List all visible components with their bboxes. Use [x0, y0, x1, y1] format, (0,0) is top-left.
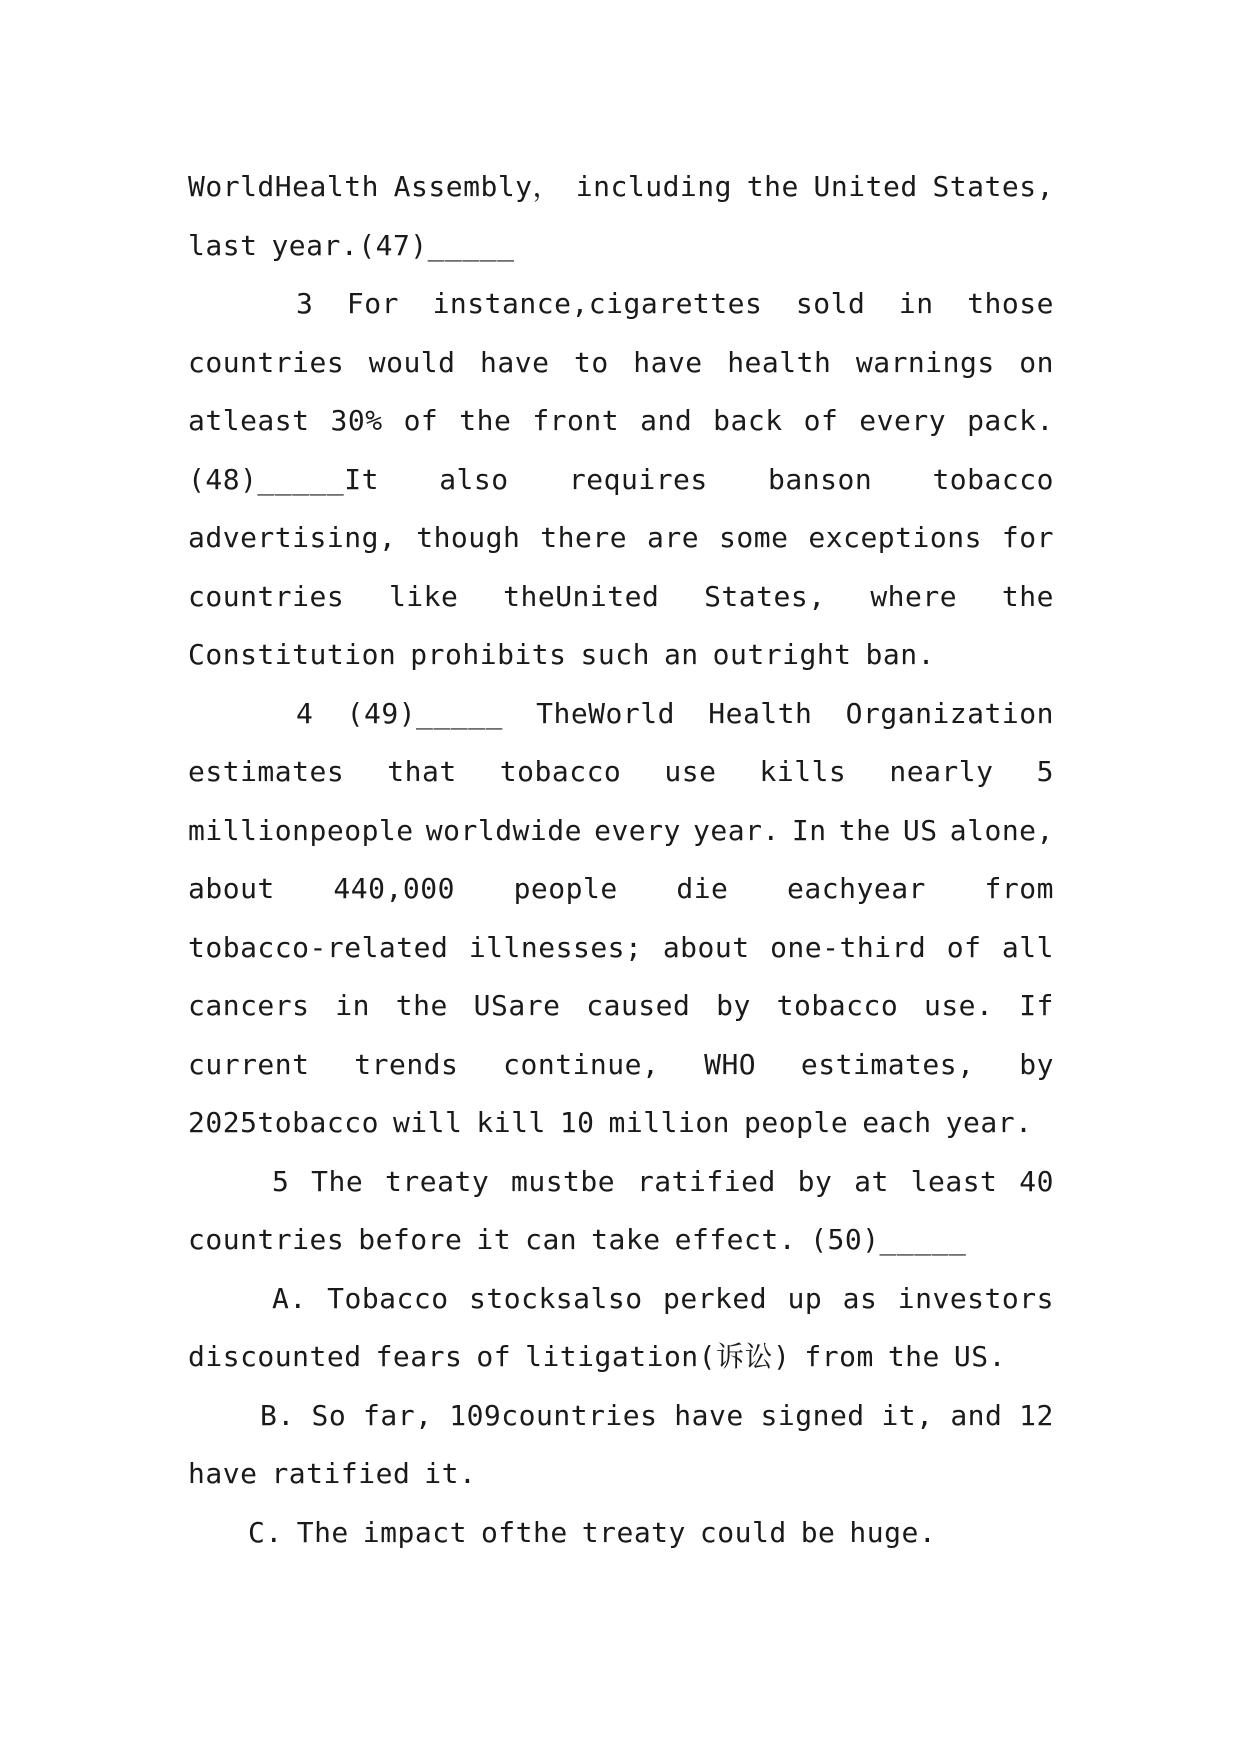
word: tobacco — [776, 989, 899, 1022]
word: some — [719, 521, 789, 554]
word: health — [727, 345, 832, 379]
word: it — [476, 1223, 512, 1256]
word: have — [674, 1398, 744, 1432]
word: theUnited — [503, 579, 660, 613]
word: that — [387, 755, 457, 788]
word: an — [663, 638, 699, 671]
word: United — [813, 170, 918, 203]
word: mustbe — [510, 1164, 616, 1198]
word: kill — [476, 1106, 546, 1139]
word: Assembly， — [393, 170, 562, 203]
word: before — [358, 1223, 463, 1256]
word: the — [746, 170, 799, 203]
word: every — [594, 813, 681, 847]
word: requires — [568, 462, 708, 496]
word: 30% — [330, 404, 383, 437]
word: The — [311, 1164, 364, 1198]
word: countries — [188, 579, 345, 613]
text-line — [188, 1211, 1054, 1270]
word: one-third — [770, 930, 927, 964]
word: including — [575, 170, 732, 203]
text-line — [188, 743, 1054, 802]
word: US. — [953, 1340, 1006, 1373]
word: die — [676, 872, 729, 905]
word: far, — [363, 1398, 433, 1432]
text-line — [188, 392, 1054, 451]
word: year.(47)_____ — [271, 228, 515, 262]
word: and — [640, 404, 693, 437]
word: 440,000 — [333, 872, 455, 905]
word: treaty — [581, 1515, 686, 1549]
word: to — [574, 345, 609, 379]
word: back — [713, 404, 783, 437]
document-body — [188, 158, 1054, 1562]
word: use — [664, 755, 717, 788]
word: countries — [188, 345, 345, 379]
word: are — [647, 521, 700, 554]
text-line — [188, 1328, 1054, 1387]
word: the — [459, 404, 512, 437]
word: 109countries — [449, 1398, 658, 1432]
word: sold — [795, 287, 866, 320]
word: prohibits — [410, 638, 567, 671]
word: would — [368, 345, 456, 379]
word: people — [513, 872, 618, 905]
word: about — [662, 930, 750, 964]
word: ratified — [636, 1164, 776, 1198]
word: where — [870, 579, 958, 613]
word: C. — [248, 1515, 283, 1549]
word: warnings — [855, 345, 995, 379]
text-line — [188, 1153, 1054, 1212]
text-line — [188, 1270, 1054, 1329]
word: countries — [188, 1223, 345, 1256]
word: 2025tobacco — [188, 1106, 379, 1139]
word: discounted — [188, 1340, 362, 1373]
word: B. — [260, 1398, 295, 1432]
word: atleast — [188, 404, 310, 437]
word: have — [480, 345, 550, 379]
word: Tobacco — [327, 1281, 449, 1315]
word: at — [854, 1164, 889, 1198]
word: (48)_____It — [188, 462, 379, 496]
word: In — [791, 813, 827, 847]
word: (50)_____ — [810, 1223, 967, 1256]
word: For — [346, 287, 399, 320]
word: of — [403, 404, 439, 437]
word: (49)_____ — [346, 696, 503, 730]
word: for — [1001, 521, 1054, 554]
word: Organization — [845, 696, 1054, 730]
word: ban. — [865, 638, 935, 671]
word: tobacco — [932, 462, 1054, 496]
word: estimates, — [800, 1047, 975, 1081]
word: eachyear — [787, 872, 926, 905]
text-line — [188, 1036, 1054, 1095]
text-line — [188, 334, 1054, 393]
text-line — [188, 217, 1054, 276]
word: 5 — [272, 1164, 290, 1198]
text-line — [188, 275, 1054, 334]
word: States, — [704, 579, 826, 613]
word: caused — [586, 989, 691, 1022]
word: continue, — [503, 1047, 660, 1081]
word: on — [1019, 345, 1054, 379]
word: impact — [362, 1515, 467, 1549]
word: US — [902, 813, 938, 847]
word: fears — [375, 1340, 463, 1373]
word: pack. — [967, 404, 1054, 437]
word: all — [1001, 930, 1054, 964]
word: 4 — [296, 696, 314, 730]
word: of — [803, 404, 839, 437]
word: States, — [932, 170, 1054, 203]
word: though — [416, 521, 521, 554]
word: Constitution — [188, 638, 397, 671]
word: of — [476, 1340, 512, 1373]
word: year. — [945, 1106, 1033, 1139]
word: worldwide — [425, 813, 582, 847]
word: effect. — [674, 1223, 797, 1256]
word: in — [335, 989, 371, 1022]
word: stocksalso — [469, 1281, 643, 1315]
text-line — [188, 919, 1054, 978]
word: trends — [354, 1047, 459, 1081]
word: use. — [923, 989, 994, 1022]
word: as — [842, 1281, 878, 1315]
word: it. — [424, 1457, 477, 1490]
word: have — [188, 1457, 258, 1490]
word: from — [804, 1340, 874, 1373]
word: A. — [272, 1281, 307, 1315]
word: estimates — [188, 755, 345, 788]
word: can — [525, 1223, 578, 1256]
word: 3 — [296, 287, 314, 320]
word: TheWorld — [536, 696, 675, 730]
word: outright — [712, 638, 852, 671]
text-line — [188, 509, 1054, 568]
word: by — [1019, 1047, 1054, 1081]
word: instance,cigarettes — [432, 287, 763, 320]
word: banson — [768, 462, 873, 496]
word: each — [862, 1106, 932, 1139]
word: huge. — [849, 1515, 937, 1549]
word: cancers — [188, 989, 310, 1022]
word: last — [188, 228, 258, 262]
word: USare — [473, 989, 561, 1022]
word: the — [395, 989, 448, 1022]
word: about — [188, 872, 275, 905]
word: 10 — [559, 1106, 595, 1139]
text-line — [188, 685, 1054, 744]
word: signed — [760, 1398, 865, 1432]
text-line — [188, 1094, 1054, 1153]
word: 5 — [1036, 755, 1054, 788]
word: front — [532, 404, 620, 437]
word: there — [540, 521, 628, 554]
word: treaty — [385, 1164, 490, 1198]
word: take — [591, 1223, 661, 1256]
word: 12 — [1019, 1398, 1054, 1432]
word: like — [388, 579, 459, 613]
word: least — [910, 1164, 998, 1198]
word: kills — [759, 755, 847, 788]
word: millionpeople — [188, 813, 414, 847]
word: ofthe — [480, 1515, 568, 1549]
word: ratified — [271, 1457, 411, 1490]
text-line — [188, 568, 1054, 627]
word: million — [608, 1106, 731, 1139]
text-line — [188, 158, 1054, 217]
word: The — [296, 1515, 349, 1549]
text-line — [188, 451, 1054, 510]
word: have — [633, 345, 703, 379]
word: be — [800, 1515, 836, 1549]
word: Health — [708, 696, 813, 730]
word: the — [887, 1340, 940, 1373]
word: exceptions — [808, 521, 982, 554]
word: people — [744, 1106, 849, 1139]
word: alone, — [949, 813, 1054, 847]
word: WorldHealth — [188, 170, 379, 203]
word: the — [1001, 579, 1054, 613]
word: So — [311, 1398, 347, 1432]
word: by — [797, 1164, 833, 1198]
text-line — [188, 1445, 1054, 1504]
text-line — [188, 626, 1054, 685]
word: litigation(诉讼) — [525, 1340, 791, 1373]
text-line — [188, 977, 1054, 1036]
word: current — [188, 1047, 310, 1081]
word: also — [439, 462, 509, 496]
word: perked — [662, 1281, 768, 1315]
word: tobacco-related — [188, 930, 449, 964]
word: advertising, — [188, 521, 397, 554]
word: If — [1019, 989, 1054, 1022]
word: up — [787, 1281, 823, 1315]
word: WHO — [704, 1047, 757, 1081]
word: investors — [897, 1281, 1054, 1315]
word: from — [984, 872, 1054, 905]
word: could — [699, 1515, 787, 1549]
text-line — [188, 802, 1054, 861]
word: illnesses; — [468, 930, 643, 964]
word: every — [859, 404, 947, 437]
word: the — [838, 813, 891, 847]
word: of — [946, 930, 982, 964]
word: in — [898, 287, 934, 320]
text-line — [188, 860, 1054, 919]
word: it, — [881, 1398, 934, 1432]
text-line — [188, 1387, 1054, 1446]
text-line — [188, 1504, 1054, 1563]
word: by — [716, 989, 751, 1022]
word: 40 — [1019, 1164, 1054, 1198]
word: those — [967, 287, 1054, 320]
word: year. — [693, 813, 780, 847]
word: and — [950, 1398, 1003, 1432]
word: nearly — [889, 755, 994, 788]
word: such — [580, 638, 650, 671]
word: will — [392, 1106, 463, 1139]
word: tobacco — [499, 755, 622, 788]
